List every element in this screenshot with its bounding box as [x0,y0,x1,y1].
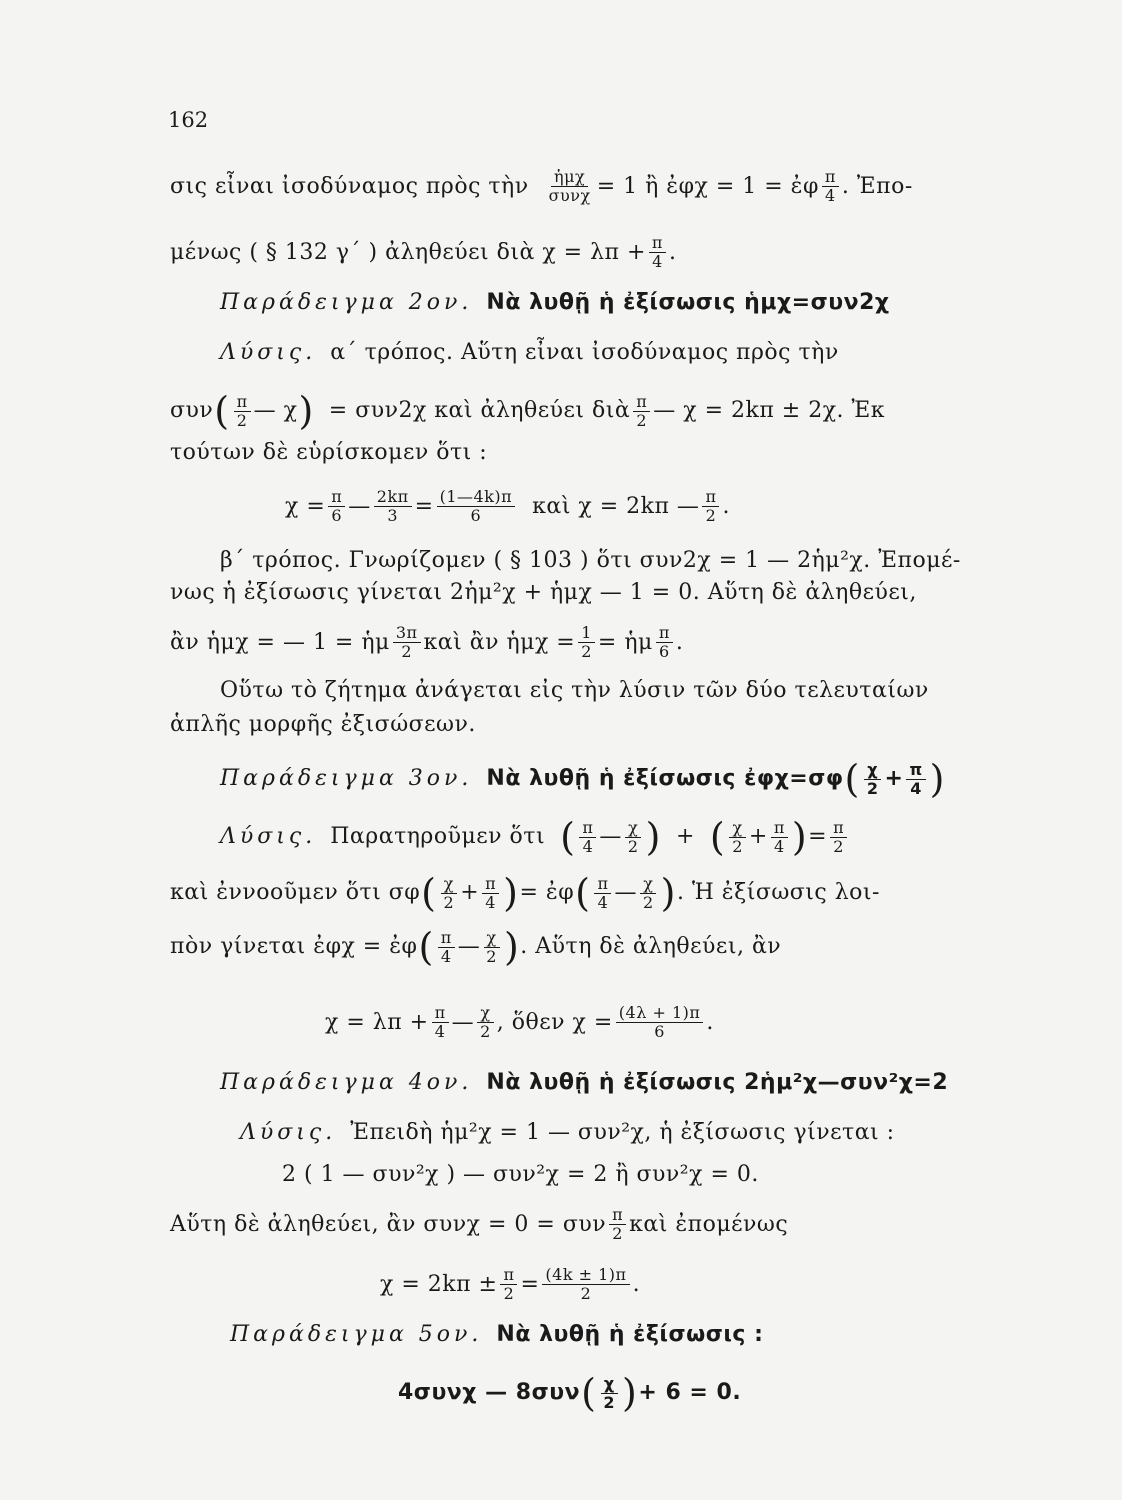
fraction: $\frac{\pi}{6}$ [656,624,673,661]
example-label: Παράδειγμα 2ον. [220,290,473,315]
text-line-6: τούτων δὲ εὑρίσκομεν ὅτι : [170,440,488,465]
fraction: $\frac{(4k \pm 1)\pi}{2}$ [542,1266,629,1303]
fraction: $\frac{\chi}{2}$ [625,819,642,856]
example-5-heading [170,1320,1010,1350]
text-line-1: σις εἶναι ἰσοδύναμος πρὸς τὴν $\frac{\text{ἡμχ}}{\text{συνχ}}$ = 1 ἢ ἐφχ = 1 = ἐφ $\frac{\pi}{4}$ . Ἐπο- [170,167,913,205]
example-label: Παράδειγμα 3ον. [220,766,473,791]
fraction: $\frac{1}{2}$ [578,624,595,661]
text-line-2: μένως ( § 132 γ΄ ) ἀληθεύει διὰ χ = λπ + $\frac{\pi}{4}$ . [170,233,677,271]
fraction: $\frac{\pi}{4}$ [579,819,596,856]
fraction: $\frac{\pi}{2}$ [830,819,847,856]
text-line-12: ἁπλῆς μορφῆς ἐξισώσεων. [170,712,476,737]
text-line-4: Λύσις. α΄ τρόπος. Αὕτη εἶναι ἰσοδύναμος πρὸς τὴν [170,338,1010,368]
text-line-8: β΄ τρόπος. Γνωρίζομεν ( § 103 ) ὅτι συν2χ = 1 — 2ἡμ²χ. Ἐπομέ- [220,548,961,573]
fraction: $\frac{\text{ἡμχ}}{\text{συνχ}}$ [548,167,591,205]
example-4-heading [170,1068,1010,1098]
fraction: $\frac{\pi}{4}$ [906,761,925,798]
fraction: $\frac{(4\lambda + 1)\pi}{6}$ [616,1004,704,1041]
equation-line-7: χ = $\frac{\pi}{6}$ — $\frac{2k\pi}{3}$ = $\frac{(1—4k)\pi}{6}$ καὶ χ = 2kπ — $\frac{\pi}{2}$ . [285,487,730,525]
example-statement: Νὰ λυθῇ ἡ ἐξίσωσις 2ἡμ²χ—συν²χ=2 [486,1070,949,1095]
solution-label: Λύσις. [240,1120,337,1145]
fraction: $\frac{\chi}{2}$ [441,875,458,912]
fraction: $\frac{\chi}{2}$ [729,819,746,856]
fraction: $\frac{\pi}{4}$ [432,1004,449,1041]
fraction: $\frac{2k\pi}{3}$ [374,488,412,525]
example-statement: Νὰ λυθῇ ἡ ἐξίσωσις : [496,1322,764,1347]
example-2-heading [170,288,1010,318]
example-label: Παράδειγμα 4ον. [220,1070,473,1095]
solution-label: Λύσις. [220,824,317,849]
equation-line-22: χ = 2kπ ± $\frac{\pi}{2}$ = $\frac{(4k \pm 1)\pi}{2}$ . [380,1265,641,1303]
fraction: $\frac{\pi}{2}$ [609,1206,626,1243]
fraction: $\frac{\chi}{2}$ [600,1375,618,1412]
text-line-11: Οὕτω τὸ ζήτημα ἀνάγεται εἰς τὴν λύσιν τῶν δύο τελευταίων [220,678,929,703]
text-line-10: ἂν ἡμχ = — 1 = ἡμ $\frac{3\pi}{2}$ καὶ ἂν ἡμχ = $\frac{1}{2}$ = ἡμ $\frac{\pi}{6}$ . [170,623,684,661]
example-statement: Νὰ λυθῇ ἡ ἐξίσωσις ἡμχ=συν2χ [486,290,890,315]
fraction: $\frac{\pi}{2}$ [633,393,650,430]
fraction: $\frac{\chi}{2}$ [483,929,500,966]
fraction: $\frac{\pi}{4}$ [594,875,611,912]
fraction: $\frac{\pi}{4}$ [438,929,455,966]
equation-line-24: 4συνχ — 8συν ( $\frac{\chi}{2}$ ) + 6 = 0. [398,1371,742,1415]
fraction: $\frac{\chi}{2}$ [640,875,657,912]
text-line-9: νως ἡ ἐξίσωσις γίνεται 2ἡμ²χ + ἡμχ — 1 = 0. Αὕτη δὲ ἀληθεύει, [170,580,917,605]
text-line-5: συν ( $\frac{\pi}{2}$ — χ ) = συν2χ καὶ ἀληθεύει διὰ $\frac{\pi}{2}$ — χ = 2kπ ± 2χ. Ἐκ [170,389,886,433]
solution-label: Λύσις. [220,340,317,365]
example-statement: Νὰ λυθῇ ἡ ἐξίσωσις ἐφχ=σφ [486,766,844,791]
fraction: $\frac{\pi}{2}$ [234,393,251,430]
text-line-21: Αὕτη δὲ ἀληθεύει, ἂν συνχ = 0 = συν $\frac{\pi}{2}$ καὶ ἐπομένως [170,1205,789,1243]
fraction: $\frac{\pi}{2}$ [500,1266,517,1303]
fraction: $\frac{3\pi}{2}$ [393,624,421,661]
fraction: $\frac{\chi}{2}$ [864,761,882,798]
fraction: $\frac{\pi}{6}$ [328,488,345,525]
fraction: $\frac{\pi}{4}$ [822,168,839,205]
fraction: $\frac{\pi}{4}$ [482,875,499,912]
page-number: 162 [168,108,209,132]
fraction: $\frac{\pi}{4}$ [771,819,788,856]
fraction: $\frac{\pi}{4}$ [649,234,666,271]
fraction: $\frac{\pi}{2}$ [702,488,719,525]
text-line-14: Λύσις. Παρατηροῦμεν ὅτι ( $\frac{\pi}{4}$ — $\frac{\chi}{2}$ ) + ( $\frac{\chi}{2}$ + $\frac{\pi}{4}$ ) = $\frac{\pi}{2}$ [170,818,1010,856]
fraction: $\frac{(1—4k)\pi}{6}$ [437,488,516,525]
example-label: Παράδειγμα 5ον. [230,1322,483,1347]
text-line-16: πὸν γίνεται ἐφχ = ἐφ ( $\frac{\pi}{4}$ — $\frac{\chi}{2}$ ) . Αὕτη δὲ ἀληθεύει, ἂν [170,925,782,969]
text-line-19: Λύσις. Ἐπειδὴ ἡμ²χ = 1 — συν²χ, ἡ ἐξίσωσις γίνεται : [170,1118,1010,1148]
fraction: $\frac{\chi}{2}$ [477,1004,494,1041]
equation-line-20: 2 ( 1 — συν²χ ) — συν²χ = 2 ἢ συν²χ = 0. [282,1162,759,1187]
text-line-15: καὶ ἐννοοῦμεν ὅτι σφ ( $\frac{\chi}{2}$ + $\frac{\pi}{4}$ ) = ἐφ ( $\frac{\pi}{4}$ — $\frac{\chi}{2}$ ) . Ἡ ἐξίσωσις λοι- [170,871,880,915]
equation-line-17: χ = λπ + $\frac{\pi}{4}$ — $\frac{\chi}{2}$ , ὅθεν χ = $\frac{(4\lambda + 1)\pi}{6}$ . [325,1003,714,1041]
example-3-heading: Παράδειγμα 3ον. Νὰ λυθῇ ἡ ἐξίσωσις ἐφχ=σφ ( $\frac{\chi}{2}$ + $\frac{\pi}{4}$ ) [220,757,945,801]
